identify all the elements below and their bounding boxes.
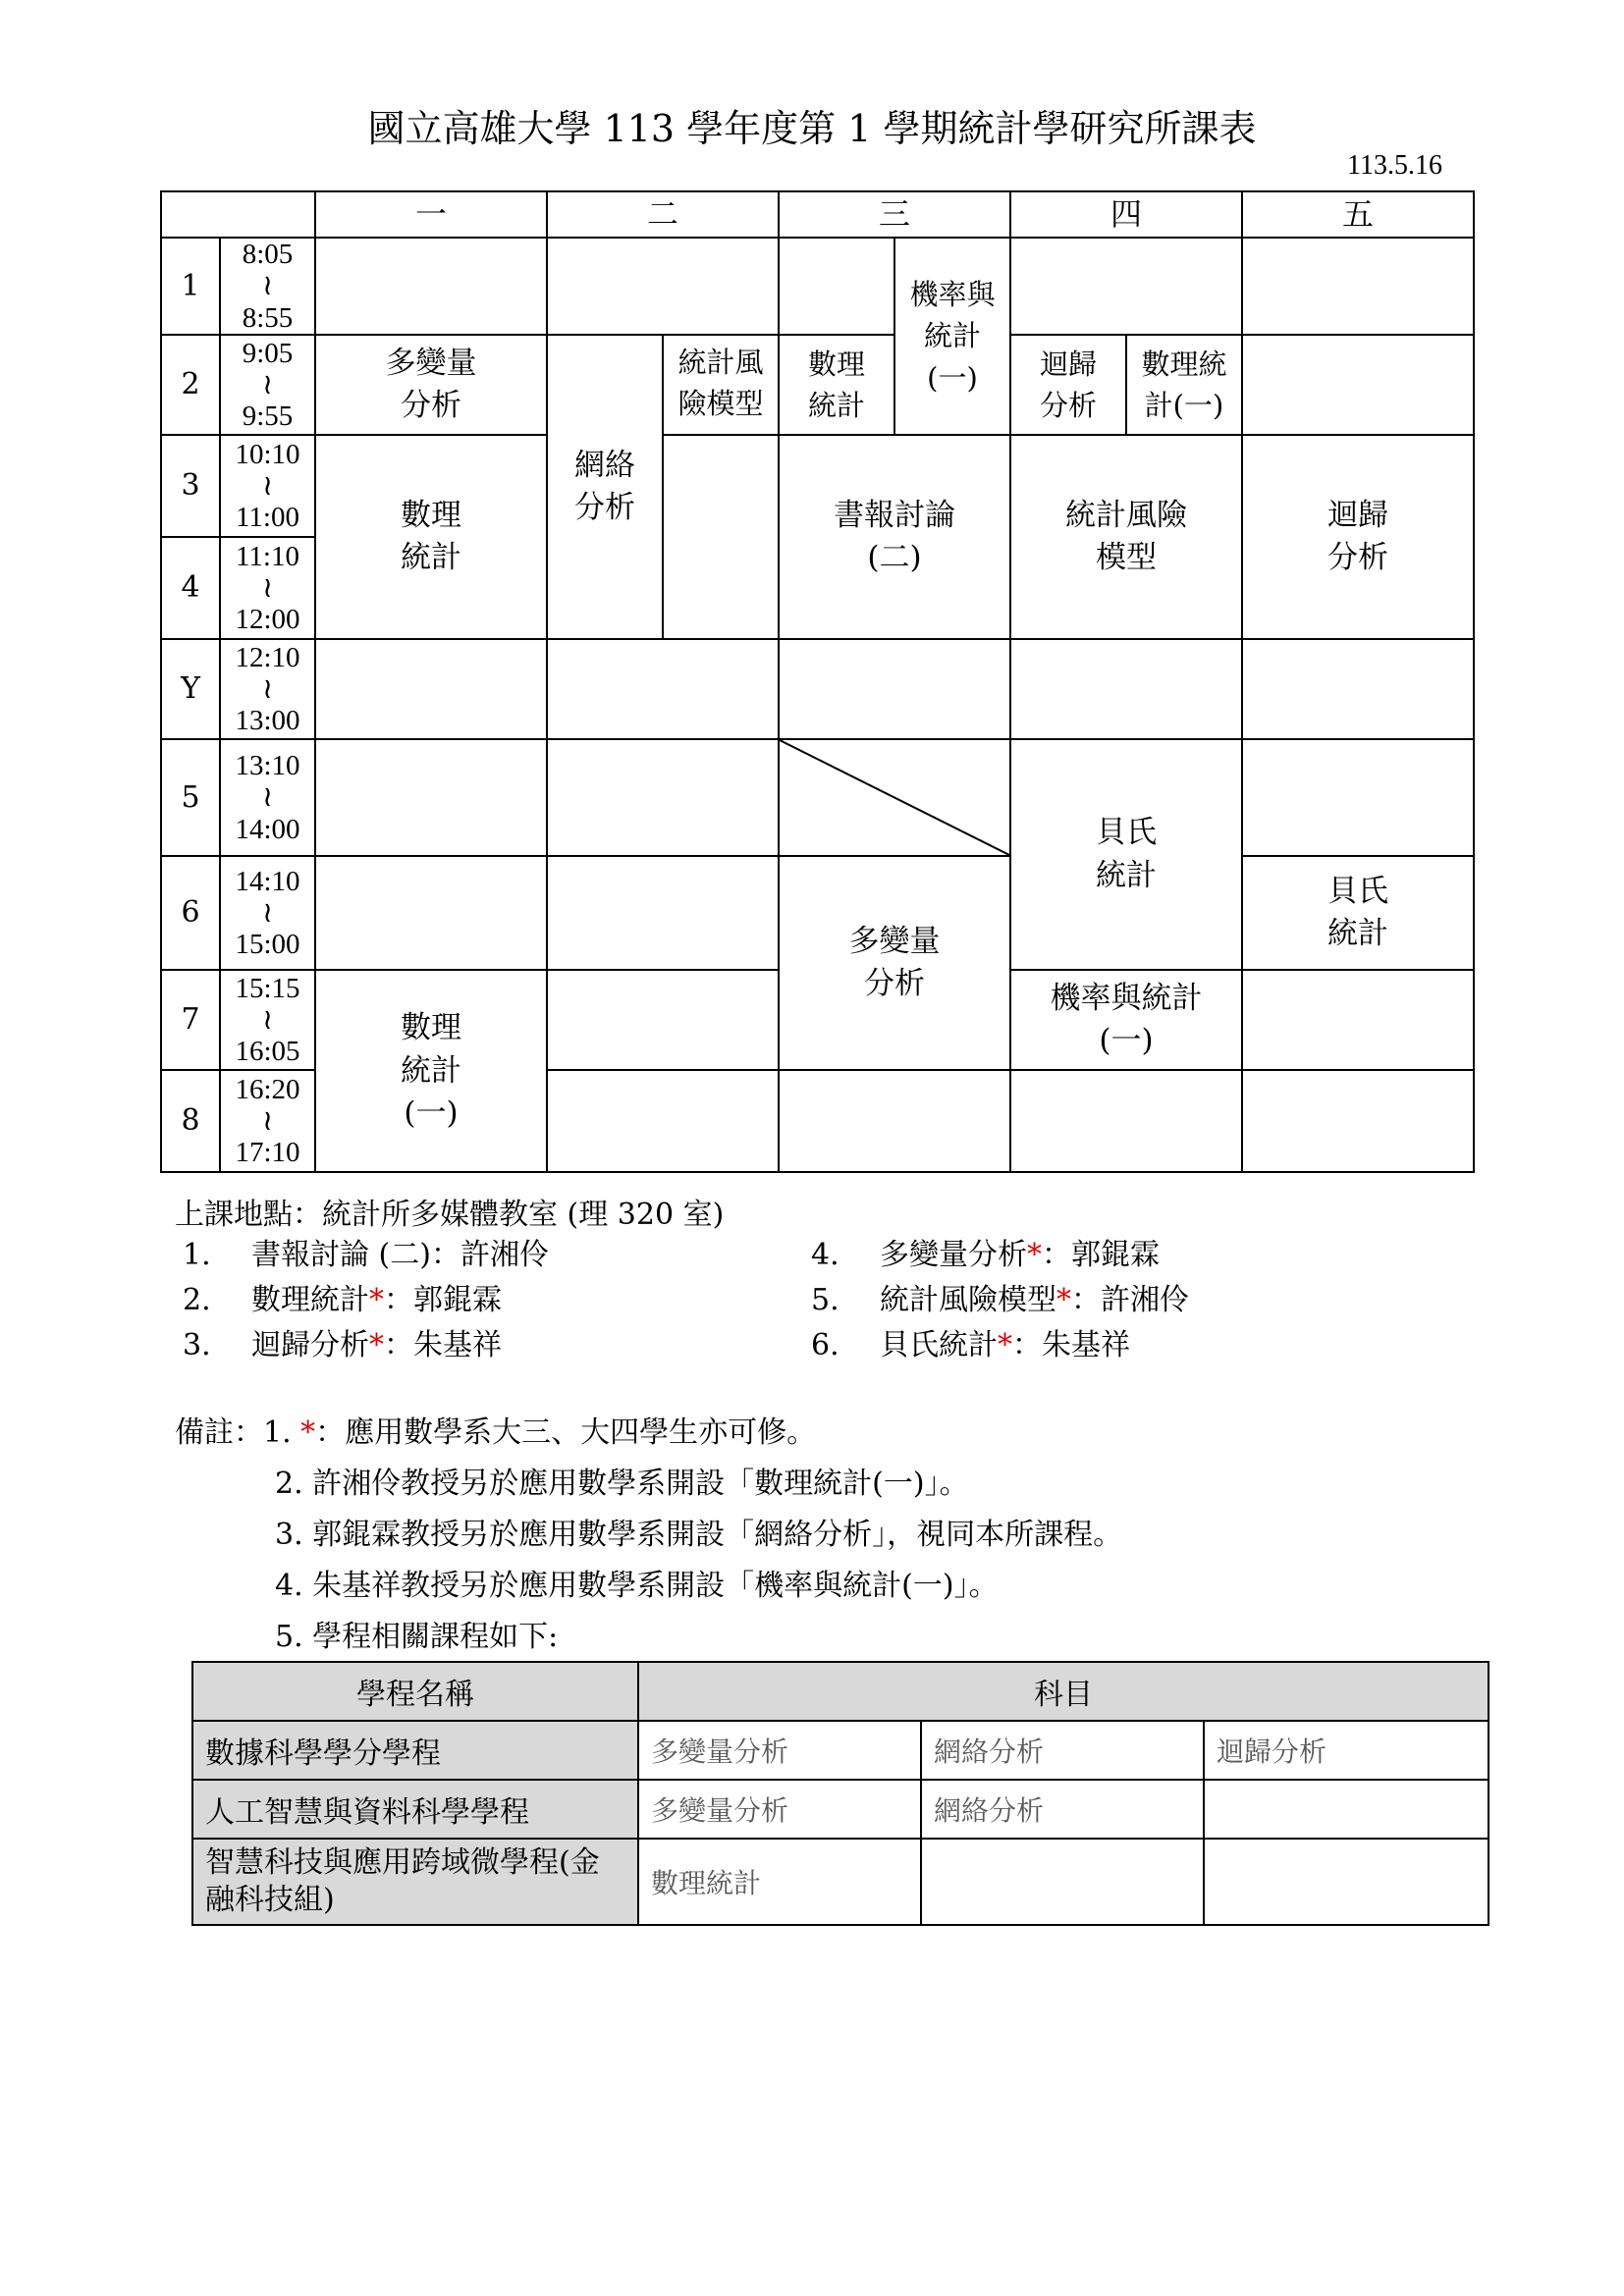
- period-time: 16:20 ≀ 17:10: [220, 1070, 315, 1172]
- course-cell: 貝氏 統計: [1010, 739, 1242, 970]
- program-subject: 數理統計: [638, 1839, 921, 1925]
- empty-cell: [1242, 970, 1474, 1070]
- program-subject: [1204, 1780, 1489, 1839]
- course-cell: 迴歸 分析: [1242, 435, 1474, 639]
- empty-cell: [1242, 639, 1474, 739]
- period-number: 8: [161, 1070, 220, 1172]
- corner-cell: [161, 191, 315, 238]
- period-number: 7: [161, 970, 220, 1070]
- list-item: 2. 數理統計*：郭錕霖: [183, 1283, 502, 1317]
- empty-cell: [315, 238, 547, 335]
- empty-cell: [547, 856, 779, 970]
- day-header-fri: 五: [1242, 191, 1474, 238]
- empty-cell: [1242, 335, 1474, 435]
- course-cell: 統計風險 模型: [1010, 435, 1242, 639]
- day-header-thu: 四: [1010, 191, 1242, 238]
- list-item: 3. 迴歸分析*：朱基祥: [183, 1328, 502, 1362]
- diagonal-strike-cell: [779, 739, 1010, 856]
- day-header-wed: 三: [779, 191, 1010, 238]
- program-name: 智慧科技與應用跨域微學程(金融科技組): [192, 1839, 638, 1925]
- program-header-subject: 科目: [638, 1662, 1489, 1721]
- empty-cell: [779, 639, 1010, 739]
- program-subject: [921, 1839, 1204, 1925]
- remark-item: 4. 朱基祥教授另於應用數學系開設「機率與統計(一)」。: [275, 1569, 999, 1603]
- period-number: 5: [161, 739, 220, 856]
- revision-date: 113.5.16: [1347, 150, 1442, 181]
- empty-cell: [1242, 238, 1474, 335]
- period-time: 12:10 ≀ 13:00: [220, 639, 315, 739]
- program-subject: 多變量分析: [638, 1780, 921, 1839]
- course-cell: 迴歸 分析: [1010, 335, 1126, 435]
- list-item: 1. 書報討論 (二)：許湘伶: [183, 1238, 549, 1272]
- period-time: 9:05 ≀ 9:55: [220, 335, 315, 435]
- list-item: 5. 統計風險模型*：許湘伶: [811, 1283, 1189, 1317]
- page-title: 國立高雄大學 113 學年度第 1 學期統計學研究所課表: [367, 107, 1257, 150]
- class-location: 上課地點：統計所多媒體教室 (理 320 室): [175, 1198, 725, 1232]
- list-item: 4. 多變量分析*：郭錕霖: [811, 1238, 1160, 1272]
- empty-cell: [1242, 739, 1474, 856]
- empty-cell: [779, 1070, 1010, 1172]
- list-item: 6. 貝氏統計*：朱基祥: [811, 1328, 1130, 1362]
- program-header-name: 學程名稱: [192, 1662, 638, 1721]
- empty-cell: [1010, 639, 1242, 739]
- course-cell: 數理 統計: [779, 335, 894, 435]
- timetable: [160, 190, 1475, 1173]
- period-number: 2: [161, 335, 220, 435]
- course-cell: 多變量 分析: [779, 856, 1010, 1070]
- empty-cell: [547, 238, 779, 335]
- course-cell: 統計風 險模型: [663, 335, 779, 435]
- remark-item: 備註：1. *：應用數學系大三、大四學生亦可修。: [175, 1415, 817, 1450]
- course-cell: 機率與 統計 (一): [894, 238, 1010, 435]
- remarks: [175, 1408, 1122, 1663]
- period-number: 3: [161, 435, 220, 537]
- period-time: 14:10 ≀ 15:00: [220, 856, 315, 970]
- empty-cell: [1010, 1070, 1242, 1172]
- empty-cell: [663, 435, 779, 639]
- course-cell: 多變量 分析: [315, 335, 547, 435]
- program-subject: 迴歸分析: [1204, 1721, 1489, 1780]
- course-cell: 數理 統計 (一): [315, 970, 547, 1172]
- empty-cell: [315, 639, 547, 739]
- program-subject: 網絡分析: [921, 1780, 1204, 1839]
- teacher-list-left: [175, 1233, 549, 1368]
- empty-cell: [547, 970, 779, 1070]
- period-number: 4: [161, 537, 220, 639]
- period-number: 6: [161, 856, 220, 970]
- remark-item: 5. 學程相關課程如下:: [275, 1620, 559, 1654]
- course-cell: 貝氏 統計: [1242, 856, 1474, 970]
- teacher-list-right: [803, 1233, 1189, 1368]
- day-header-mon: 一: [315, 191, 547, 238]
- period-time: 15:15 ≀ 16:05: [220, 970, 315, 1070]
- period-number: 1: [161, 238, 220, 335]
- empty-cell: [547, 739, 779, 856]
- program-subject: 網絡分析: [921, 1721, 1204, 1780]
- remark-item: 2. 許湘伶教授另於應用數學系開設「數理統計(一)」。: [275, 1467, 969, 1501]
- empty-cell: [779, 238, 894, 335]
- program-subject: 多變量分析: [638, 1721, 921, 1780]
- empty-cell: [1010, 238, 1242, 335]
- program-name: 數據科學學分學程: [192, 1721, 638, 1780]
- course-cell: 書報討論 (二): [779, 435, 1010, 639]
- period-time: 13:10 ≀ 14:00: [220, 739, 315, 856]
- empty-cell: [547, 1070, 779, 1172]
- period-time: 10:10 ≀ 11:00: [220, 435, 315, 537]
- period-number: Y: [161, 639, 220, 739]
- course-cell: 網絡 分析: [547, 335, 663, 639]
- remark-item: 3. 郭錕霖教授另於應用數學系開設「網絡分析」，視同本所課程。: [275, 1518, 1123, 1552]
- program-subject: [1204, 1839, 1489, 1925]
- course-cell: 數理 統計: [315, 435, 547, 639]
- program-table: [191, 1661, 1489, 1926]
- empty-cell: [1242, 1070, 1474, 1172]
- period-time: 11:10 ≀ 12:00: [220, 537, 315, 639]
- empty-cell: [315, 856, 547, 970]
- empty-cell: [547, 639, 779, 739]
- course-cell: 機率與統計 (一): [1010, 970, 1242, 1070]
- period-time: 8:05 ≀ 8:55: [220, 238, 315, 335]
- day-header-tue: 二: [547, 191, 779, 238]
- course-cell: 數理統 計(一): [1126, 335, 1242, 435]
- diagonal-line: [780, 740, 1009, 855]
- empty-cell: [315, 739, 547, 856]
- program-name: 人工智慧與資料科學學程: [192, 1780, 638, 1839]
